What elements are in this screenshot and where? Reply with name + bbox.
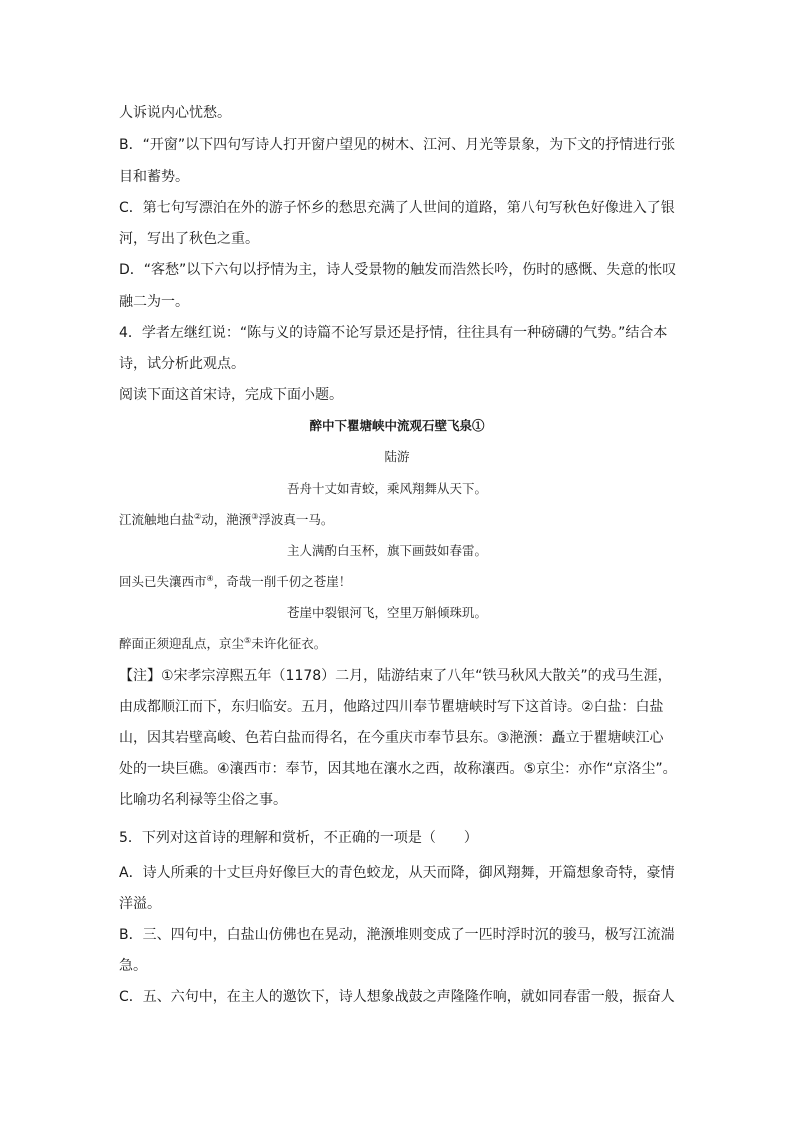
prev-tail: 人诉说内心忧愁。 bbox=[119, 105, 231, 121]
question-4-line2: 诗，试分析此观点。 bbox=[119, 356, 245, 372]
note-line-5: 比喻功名利禄等尘俗之事。 bbox=[119, 792, 287, 808]
note-line-4: 处的一块巨礁。④瀼西市：奉节，因其地在瀼水之西，故称瀼西。⑤京尘：亦作“京洛尘”。 bbox=[119, 761, 677, 777]
question-4-line1: 4．学者左继红说：“陈与义的诗篇不论写景还是抒情，往往具有一种磅礴的气势。”结合本 bbox=[119, 325, 668, 341]
q5-option-a-line2: 洋溢。 bbox=[119, 896, 161, 912]
note-line-3: 山，因其岩壁高峻、色若白盐而得名，在今重庆市奉节县东。③滟滪：矗立于瞿塘峡江心 bbox=[119, 730, 664, 746]
option-b-line1: B．“开窗”以下四句写诗人打开窗户望见的树木、江河、月光等景象，为下文的抒情进行张 bbox=[119, 137, 676, 153]
poem-title: 醉中下瞿塘峡中流观石壁飞泉① bbox=[309, 418, 485, 433]
q5-option-c-line1: C．五、六句中，在主人的邀饮下，诗人想象战鼓之声隆隆作响，就如同春雷一般，振奋人 bbox=[119, 989, 675, 1005]
option-d-line2: 融二为一。 bbox=[119, 294, 189, 310]
poem-line-3: 主人满酌白玉杯，旗下画鼓如春雷。 bbox=[287, 543, 488, 558]
poem-author: 陆游 bbox=[384, 449, 410, 464]
option-b-line2: 目和蓄势。 bbox=[119, 169, 189, 185]
poem-line-5: 苍崖中裂银河飞，空里万斛倾珠玑。 bbox=[287, 605, 488, 620]
note-line-1: 【注】①宋孝宗淳熙五年（1178）二月，陆游结束了八年“铁马秋风大散关”的戎马生涯， bbox=[119, 668, 672, 684]
q5-option-a-line1: A．诗人所乘的十丈巨舟好像巨大的青色蛟龙，从天而降，御风翔舞，开篇想象奇特，豪情 bbox=[119, 865, 675, 881]
poem-line-2: 江流触地白盐②动，滟滪③浮波真一马。 bbox=[119, 511, 334, 527]
note-line-2: 由成都顺江而下，东归临安。五月，他路过四川奉节瞿塘峡时写下这首诗。②白盐：白盐 bbox=[119, 699, 664, 715]
option-c-line2: 河，写出了秋色之重。 bbox=[119, 231, 259, 247]
q5-option-b-line1: B．三、四句中，白盐山仿佛也在晃动，滟滪堆则变成了一匹时浮时沉的骏马，极写江流湍 bbox=[119, 927, 675, 943]
reading-intro: 阅读下面这首宋诗，完成下面小题。 bbox=[119, 387, 343, 403]
option-d-line1: D．“客愁”以下六句以抒情为主，诗人受景物的触发而浩然长吟，伤时的感慨、失意的怅叹 bbox=[119, 262, 677, 278]
option-c-line1: C．第七句写漂泊在外的游子怀乡的愁思充满了人世间的道路，第八句写秋色好像进入了银 bbox=[119, 200, 675, 216]
q5-option-b-line2: 急。 bbox=[119, 958, 147, 974]
question-5-stem: 5．下列对这首诗的理解和赏析，不正确的一项是（ ） bbox=[119, 830, 478, 846]
poem-line-4: 回头已失瀼西市④，奇哉一削千仞之苍崖！ bbox=[119, 573, 352, 589]
poem-line-1: 吾舟十丈如青蛟，乘风翔舞从天下。 bbox=[287, 481, 488, 496]
poem-line-6: 醉面正须迎乱点，京尘⑤未许化征衣。 bbox=[119, 635, 327, 651]
